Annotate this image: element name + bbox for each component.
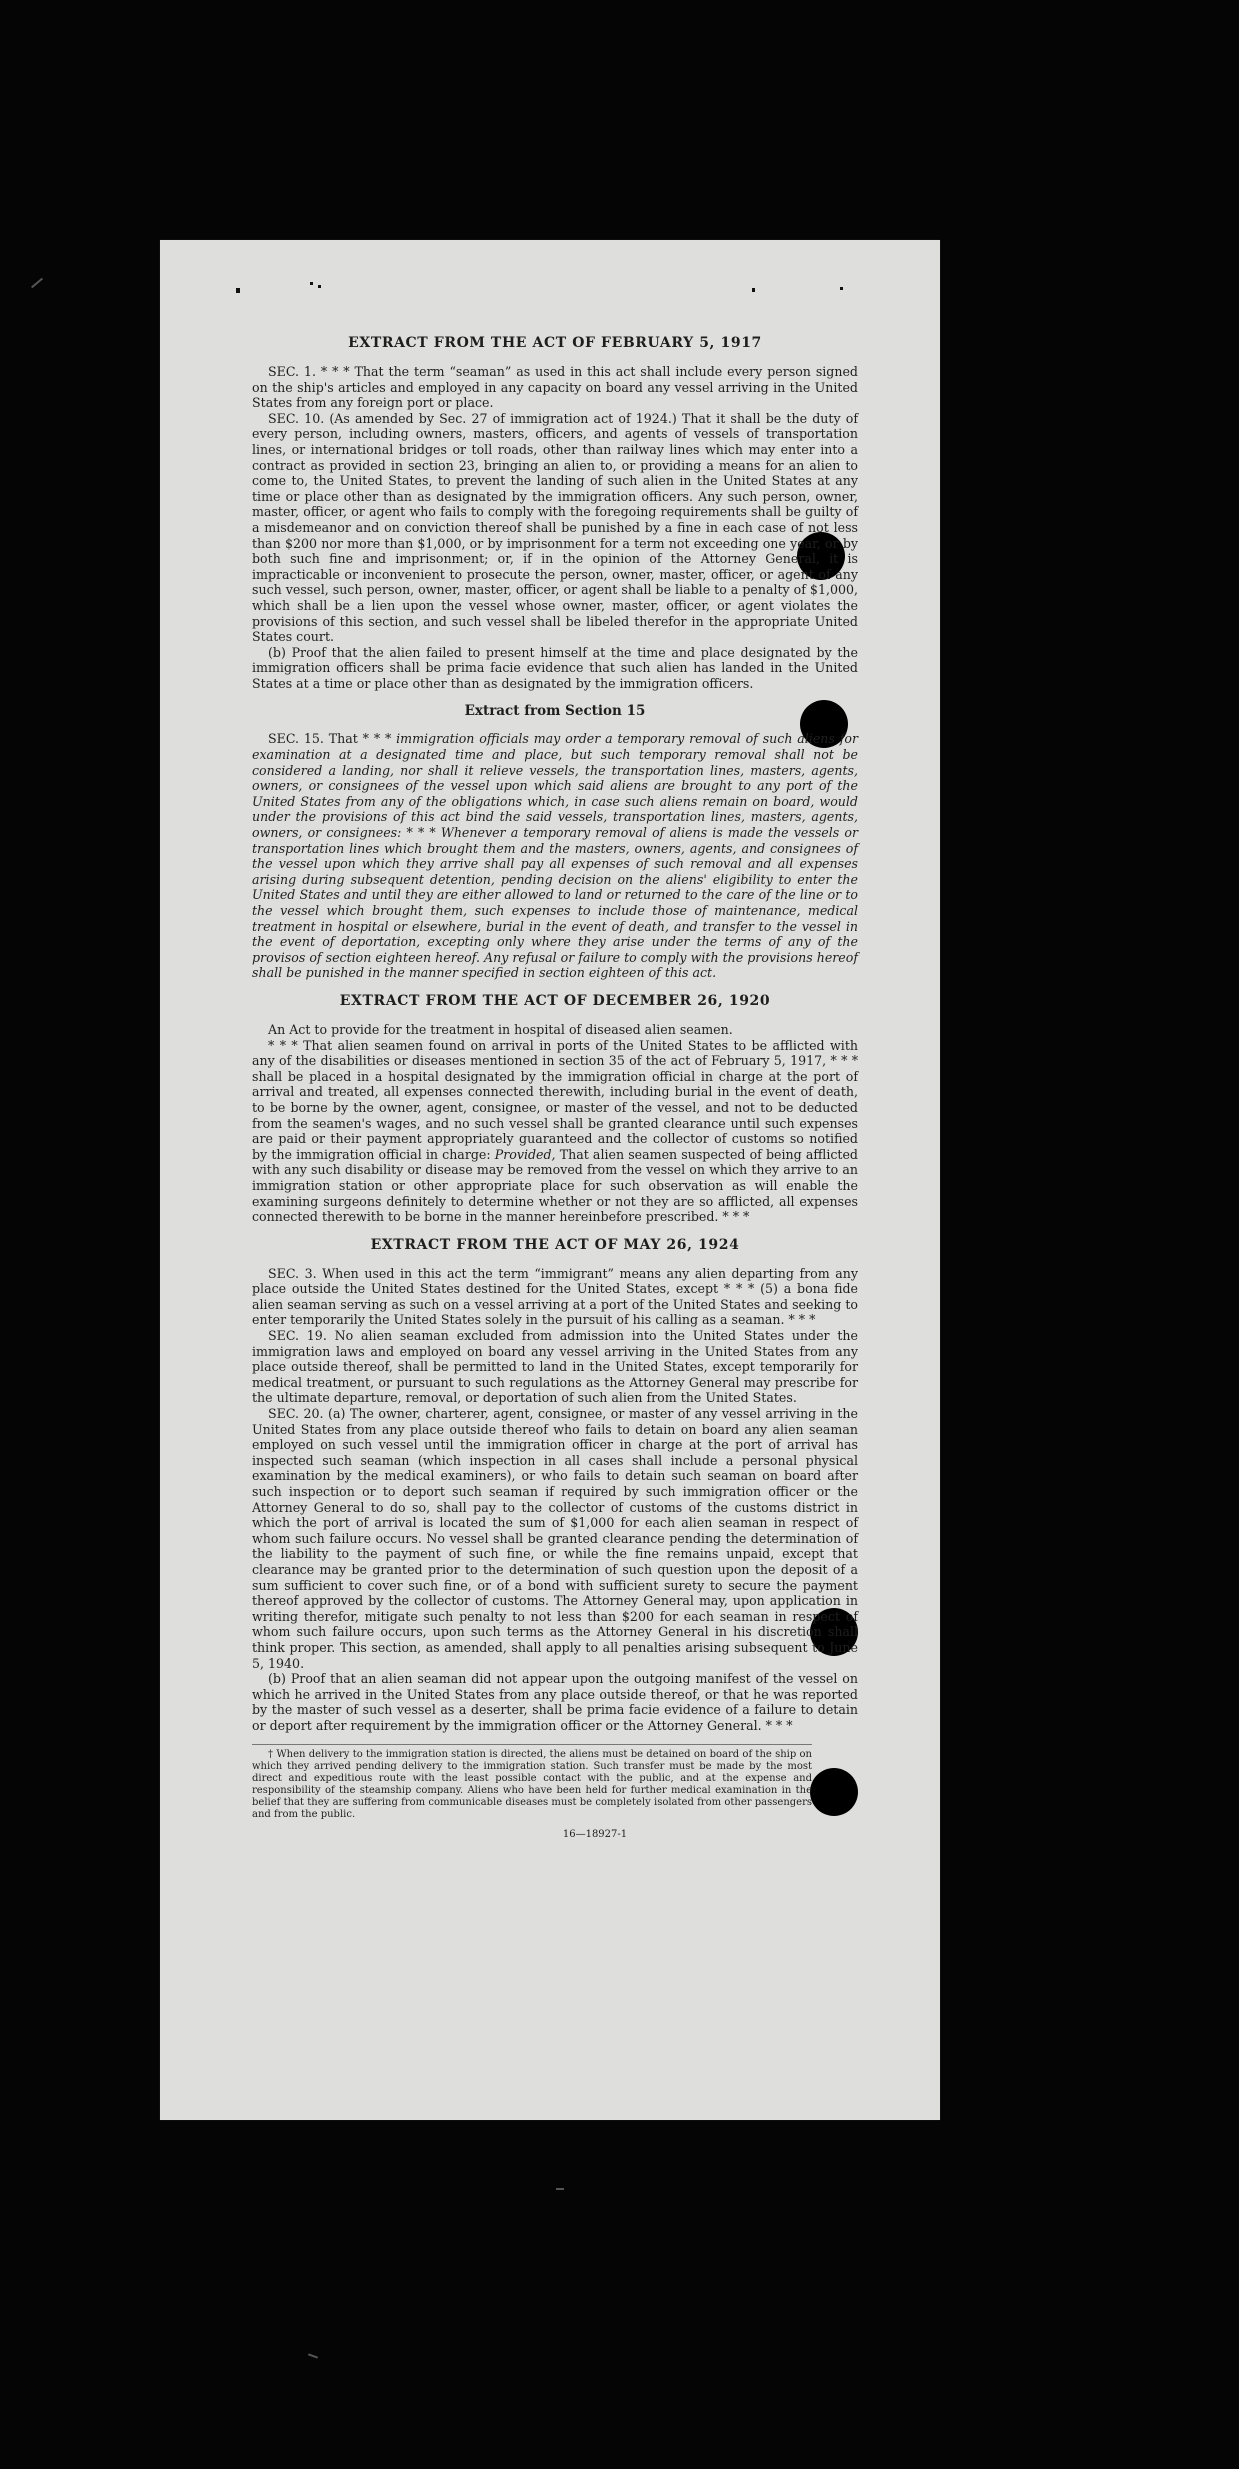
sec-15-italic-text: immigration officials may order a temporary removal of such aliens for examination at a designated time and place, but such temporary removal shall not be considered a landing, nor shall it relieve vessels, the transportation lines, masters, agents, owners, or consignees of the vessel upon which said aliens are brought to any port of the United States from any of the obligations which, in case such aliens remain on board, would under the provisions of this act bind the said vessels, transportation lines, masters, agents, owners, or consignees: * * * Whenever a temporary removal of aliens is made the vessels or transportation lines which brought them and the masters, owners, agents, and consignees of the vessel upon which they arrive shall pay all expenses of such removal and all expenses arising during subsequent detention, pending decision on the aliens' eligibility to enter the United States and until they are either allowed to land or returned to the care of the line or to the vessel which brought them, such expenses to include those of maintenance, medical treatment in hospital or elsewhere, burial in the event of death, and transfer to the vessel in the event of deportation, excepting only where they arise under the terms of any of the provisos of section eighteen hereof. Any refusal or failure to comply with the provisions hereof shall be punished in the manner specified in section eighteen of this act. [252,731,858,981]
ink-speck [310,282,313,285]
ink-speck [752,288,755,292]
paragraph-alien-seamen [252,1038,858,1225]
paragraph-sec-20-a: SEC. 20. (a) The owner, charterer, agent, consignee, or master of any vessel arriving in the United States from any place outside thereof who fails to detain on board any alien seaman employed on such vessel until the immigration officer in charge at the port of arrival has inspected such seaman (which inspection in all cases shall include a personal physical examination by the medical examiners), or who fails to detain such seaman on board after such inspection or to deport such seaman if required by such immigration officer or the Attorney General to do so, shall pay to the collector of customs of the customs district in which the port of arrival is located the sum of $1,000 for each alien seaman in respect of whom such failure occurs. No vessel shall be granted clearance pending the determination of the liability to the payment of such fine, or while the fine remains unpaid, except that clearance may be granted prior to the determination of such question upon the deposit of a sum sufficient to cover such fine, or of a bond with sufficient surety to secure the payment thereof approved by the collector of customs. The Attorney General may, upon application in writing therefor, mitigate such penalty to not less than $200 for each seaman in respect of whom such failure occurs, upon such terms as the Attorney General in his discretion shall think proper. This section, as amended, shall apply to all penalties arising subsequent to June 5, 1940. [252,1406,858,1671]
document-body [252,335,858,1840]
document-page [160,240,940,2120]
paragraph-sec-10: SEC. 10. (As amended by Sec. 27 of immigration act of 1924.) That it shall be the duty of every person, including owners, masters, officers, and agents of vessels of transportation lines, or international bridges or toll roads, other than railway lines which may enter into a contract as provided in section 23, bringing an alien to, or providing a means for an alien to come to, the United States, to prevent the landing of such alien in the United States at any time or place other than as designated by the immigration officers. Any such person, owner, master, officer, or agent who fails to comply with the foregoing requirements shall be guilty of a misdemeanor and on conviction thereof shall be punished by a fine in each case of not less than $200 nor more than $1,000, or by imprisonment for a term not exceeding one year, or by both such fine and imprisonment; or, if in the opinion of the Attorney General, it is impracticable or inconvenient to prosecute the person, owner, master, officer, or agent of any such vessel, such person, owner, master, officer, or agent shall be liable to a penalty of $1,000, which shall be a lien upon the vessel whose owner, master, officer, or agent violates the provisions of this section, and such vessel shall be libeled therefor in the appropriate United States court. [252,410,858,645]
paragraph-act-title: An Act to provide for the treatment in hospital of diseased alien seamen. [268,1021,733,1037]
footnote-text: † When delivery to the immigration station is directed, the aliens must be detained on board of the ship on which they arrived pending delivery to the immigration station. Such transfer must be made by the most direct and expeditious route with the least possible contact with the public, and at the expense and responsibility of the steamship company. Aliens who have been held for further medical examination in the belief that they are suffering from communicable diseases must be completely isolated from other passengers and from the public. [252,1748,812,1820]
heading-section-15: Extract from Section 15 [464,703,646,720]
heading-act-1917: EXTRACT FROM THE ACT OF FEBRUARY 5, 1917 [348,335,762,351]
heading-act-1924: EXTRACT FROM THE ACT OF MAY 26, 1924 [370,1236,740,1253]
background-scratch [308,2353,318,2358]
paragraph-sec-20-b: (b) Proof that an alien seaman did not appear upon the outgoing manifest of the vessel on which he arrived in the United States from any place outside thereof, or that he was reported by the master of such vessel as a deserter, shall be prima facie evidence of a failure to detain or deport after requirement by the immigration officer or the Attorney General. * * * [252,1671,858,1733]
provided-italic: Provided, [494,1146,556,1162]
paragraph-sec-15 [252,731,858,981]
background-scratch [556,2188,564,2190]
ink-speck [318,285,321,288]
paragraph-sec-19: SEC. 19. No alien seaman excluded from admission into the United States under the immigration laws and employed on board any vessel arriving in the United States from any place outside thereof, shall be permitted to land in the United States, except temporarily for medical treatment, or pursuant to such regulations as the Attorney General may prescribe for the ultimate departure, removal, or deportation of such alien from the United States. [252,1328,858,1406]
paragraph-sec-10-b: (b) Proof that the alien failed to present himself at the time and place designated by the immigration officers shall be prima facie evidence that such alien has landed in the United States at a time or place other than as designated by the immigration officers. [252,644,858,691]
paragraph-sec-3: SEC. 3. When used in this act the term “immigrant” means any alien departing from any place outside the United States destined for the United States, except * * * (5) a bona fide alien seaman serving as such on a vessel arriving at a port of the United States and seeking to enter temporarily the United States solely in the pursuit of his calling as a seaman. * * * [252,1265,858,1328]
form-code: 16—18927-1 [562,1828,628,1840]
ink-speck [840,287,843,290]
heading-act-1920: EXTRACT FROM THE ACT OF DECEMBER 26, 1920 [339,992,771,1009]
footnote [252,1744,812,1821]
sec-15-lead: SEC. 15. That * * * [268,731,397,747]
background-scratch [31,278,43,289]
paragraph-sec-1: SEC. 1. * * * That the term “seaman” as used in this act shall include every person signed on the ship's articles and employed in any capacity on board any vessel arriving in the United States from any foreign port or place. [252,364,858,411]
alien-seamen-text: * * * That alien seamen found on arrival in ports of the United States to be afflicted with any of the disabilities or diseases mentioned in section 35 of the act of February 5, 1917, * * * shall be placed in a hospital designated by the immigration official in charge at the port of arrival and treated, all expenses connected therewith, including burial in the event of death, to be borne by the owner, agent, consignee, or master of the vessel, and not to be deducted from the seamen's wages, and no such vessel shall be granted clearance until such expenses are paid or their payment appropriately guaranteed and the collector of customs so notified by the immigration official in charge: [252,1037,858,1162]
alien-seamen-tail: That alien seamen suspected of being afflicted with any such disability or disease may be removed from the vessel on which they arrive to an immigration station or other appropriate place for such observation as will enable the examining surgeons definitely to determine whether or not they are so afflicted, all expenses connected therewith to be borne in the manner hereinbefore prescribed. * * * [252,1146,858,1225]
ink-speck [236,288,240,293]
